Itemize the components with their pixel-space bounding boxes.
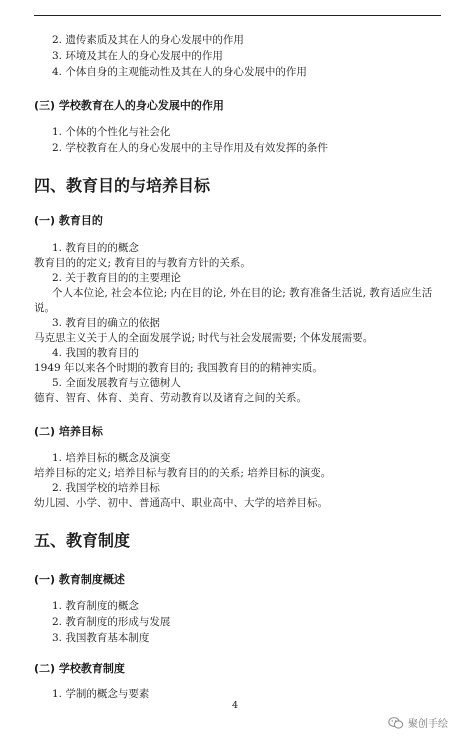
body-text: 德育、智育、体育、美育、劳动教育以及诸育之间的关系。 — [34, 392, 307, 404]
list-item: 1. 教育目的的概念 — [52, 242, 139, 254]
list-item: 2. 教育制度的形成与发展 — [52, 616, 171, 628]
subsection-heading: (二) 培养目标 — [34, 425, 103, 438]
list-item: 2. 遗传素质及其在人的身心发展中的作用 — [52, 34, 244, 46]
list-item: 2. 关于教育目的的主要理论 — [52, 272, 181, 284]
list-item: 1. 个体的个性化与社会化 — [52, 126, 171, 138]
subsection-heading: (二) 学校教育制度 — [34, 662, 125, 675]
body-text: 幼儿园、小学、初中、普通高中、职业高中、大学的培养目标。 — [34, 497, 328, 509]
watermark — [388, 715, 448, 730]
list-item: 3. 环境及其在人的身心发展中的作用 — [52, 50, 223, 62]
section-heading: 五、教育制度 — [34, 531, 131, 550]
subsection-heading: (三) 学校教育在人的身心发展中的作用 — [34, 99, 224, 112]
body-text: 个人本位论, 社会本位论; 内在目的论, 外在目的论; 教育准备生活说, 教育适应生活 — [52, 287, 433, 299]
list-item: 1. 学制的概念与要素 — [52, 688, 150, 700]
list-item: 2. 我国学校的培养目标 — [52, 482, 160, 494]
body-text: 教育目的的定义; 教育目的与教育方针的关系。 — [34, 257, 251, 269]
subsection-heading: (一) 教育目的 — [34, 214, 103, 227]
page-number: 4 — [232, 700, 239, 711]
header-rule — [34, 15, 441, 16]
body-text: 马克思主义关于人的全面发展学说; 时代与社会发展需要; 个体发展需要。 — [34, 332, 374, 344]
list-item: 5. 全面发展教育与立德树人 — [52, 377, 181, 389]
list-item: 1. 教育制度的概念 — [52, 600, 139, 612]
list-item: 1. 培养目标的概念及演变 — [52, 452, 171, 464]
list-item: 3. 教育目的确立的依据 — [52, 317, 160, 329]
list-item: 4. 我国的教育目的 — [52, 347, 139, 359]
body-text: 说。 — [34, 302, 55, 314]
section-heading: 四、教育目的与培养目标 — [34, 176, 211, 195]
list-item: 2. 学校教育在人的身心发展中的主导作用及有效发挥的条件 — [52, 142, 328, 154]
body-text: 1949 年以来各个时期的教育目的; 我国教育目的的精神实质。 — [34, 362, 323, 374]
list-item: 4. 个体自身的主观能动性及其在人的身心发展中的作用 — [52, 66, 307, 78]
list-item: 3. 我国教育基本制度 — [52, 632, 150, 644]
wechat-icon — [388, 716, 404, 730]
watermark-text: 聚创手绘 — [408, 719, 448, 730]
body-text: 培养目标的定义; 培养目标与教育目的的关系; 培养目标的演变。 — [34, 467, 332, 479]
subsection-heading: (一) 教育制度概述 — [34, 573, 125, 586]
